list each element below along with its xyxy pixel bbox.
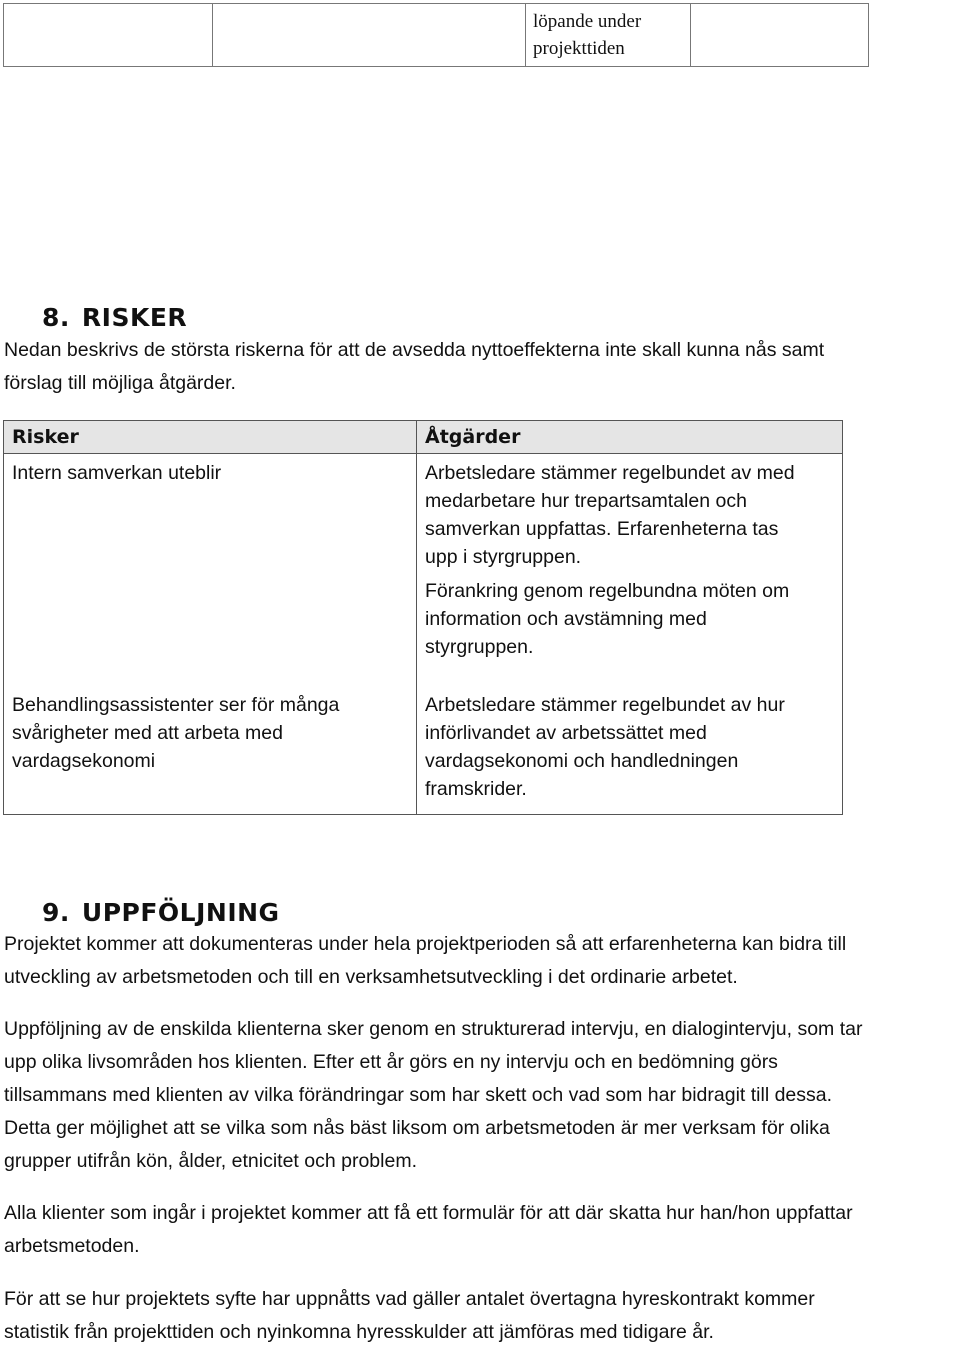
risk-cell [4, 454, 417, 685]
table-cell-lopande [526, 4, 691, 67]
action-text: vardagsekonomi och handledningen [425, 750, 739, 772]
paragraph-line: Projektet kommer att dokumenteras under hela projektperioden så att erfarenheterna kan bidra till [4, 933, 847, 955]
section-title: RISKER [81, 303, 188, 332]
cell-text-line: löpande under [533, 11, 642, 32]
header-atgarder: Åtgärder [417, 421, 843, 454]
paragraph-2 [4, 1013, 862, 1178]
section-title: UPPFÖLJNING [81, 898, 280, 927]
section-number: 9. [42, 898, 70, 927]
paragraph-line: statistik från projekttiden och nyinkomna hyresskulder att jämföras med tidigare år. [4, 1321, 714, 1343]
paragraph-line: Detta ger möjlighet att se vilka som nås bäst liksom om arbetsmetoden är mer verksam för olika [4, 1117, 830, 1139]
action-text: styrgruppen. [425, 636, 534, 658]
risk-text: Intern samverkan uteblir [12, 462, 222, 484]
paragraph-line: Uppföljning av de enskilda klienterna sker genom en strukturerad intervju, en dialogintervju, som tar [4, 1018, 863, 1040]
table-row [4, 454, 843, 685]
action-text: införlivandet av arbetssättet med [425, 722, 707, 744]
intro-line: Nedan beskrivs de största riskerna för att de avsedda nyttoeffekterna inte skall kunna nås samt [4, 339, 825, 361]
action-text: information och avstämning med [425, 608, 707, 630]
action-text: Arbetsledare stämmer regelbundet av hur [425, 694, 785, 716]
paragraph-4 [4, 1283, 815, 1349]
action-cell [417, 684, 843, 815]
paragraph-3 [4, 1197, 853, 1263]
risk-table [3, 420, 843, 815]
risk-text: svårigheter med att arbeta med [12, 722, 283, 744]
intro-line: förslag till möjliga åtgärder. [4, 372, 236, 394]
top-table-fragment [3, 3, 869, 67]
paragraph-line: utveckling av arbetsmetoden och till en verksamhetsutveckling i det ordinarie arbetet. [4, 966, 738, 988]
action-text: samverkan uppfattas. Erfarenheterna tas [425, 518, 779, 540]
paragraph-line: tillsammans med klienten av vilka förändringar som har skett och vad som har bidragit till dessa. [4, 1084, 833, 1106]
table-cell [213, 4, 526, 67]
section-heading-uppfoljning [42, 898, 280, 927]
risk-text: vardagsekonomi [12, 750, 156, 772]
table-cell [691, 4, 869, 67]
risk-cell [4, 684, 417, 815]
action-text: medarbetare hur trepartsamtalen och [425, 490, 747, 512]
cell-text-line: projekttiden [533, 38, 625, 59]
paragraph-1 [4, 928, 846, 994]
section-heading-risker [42, 303, 187, 332]
table-header-row [4, 421, 843, 454]
action-cell [417, 454, 843, 685]
action-text: upp i styrgruppen. [425, 546, 582, 568]
table-cell [4, 4, 213, 67]
risk-text: Behandlingsassistenter ser för många [12, 694, 340, 716]
table-row [4, 684, 843, 815]
section-number: 8. [42, 303, 70, 332]
action-text: Arbetsledare stämmer regelbundet av med [425, 462, 795, 484]
header-risker: Risker [4, 421, 417, 454]
action-text: Förankring genom regelbundna möten om [425, 580, 790, 602]
paragraph-line: Alla klienter som ingår i projektet kommer att få ett formulär för att där skatta hur han/hon uppfattar [4, 1202, 853, 1224]
action-text: framskrider. [425, 778, 527, 800]
paragraph-line: grupper utifrån kön, ålder, etnicitet och problem. [4, 1150, 417, 1172]
paragraph-line: För att se hur projektets syfte har uppnåtts vad gäller antalet övertagna hyreskontrakt kommer [4, 1288, 815, 1310]
paragraph-line: arbetsmetoden. [4, 1235, 140, 1257]
paragraph-line: upp olika livsområden hos klienten. Efter ett år görs en ny intervju och en bedömning görs [4, 1051, 778, 1073]
section8-intro [4, 334, 824, 400]
table-row [4, 4, 869, 67]
